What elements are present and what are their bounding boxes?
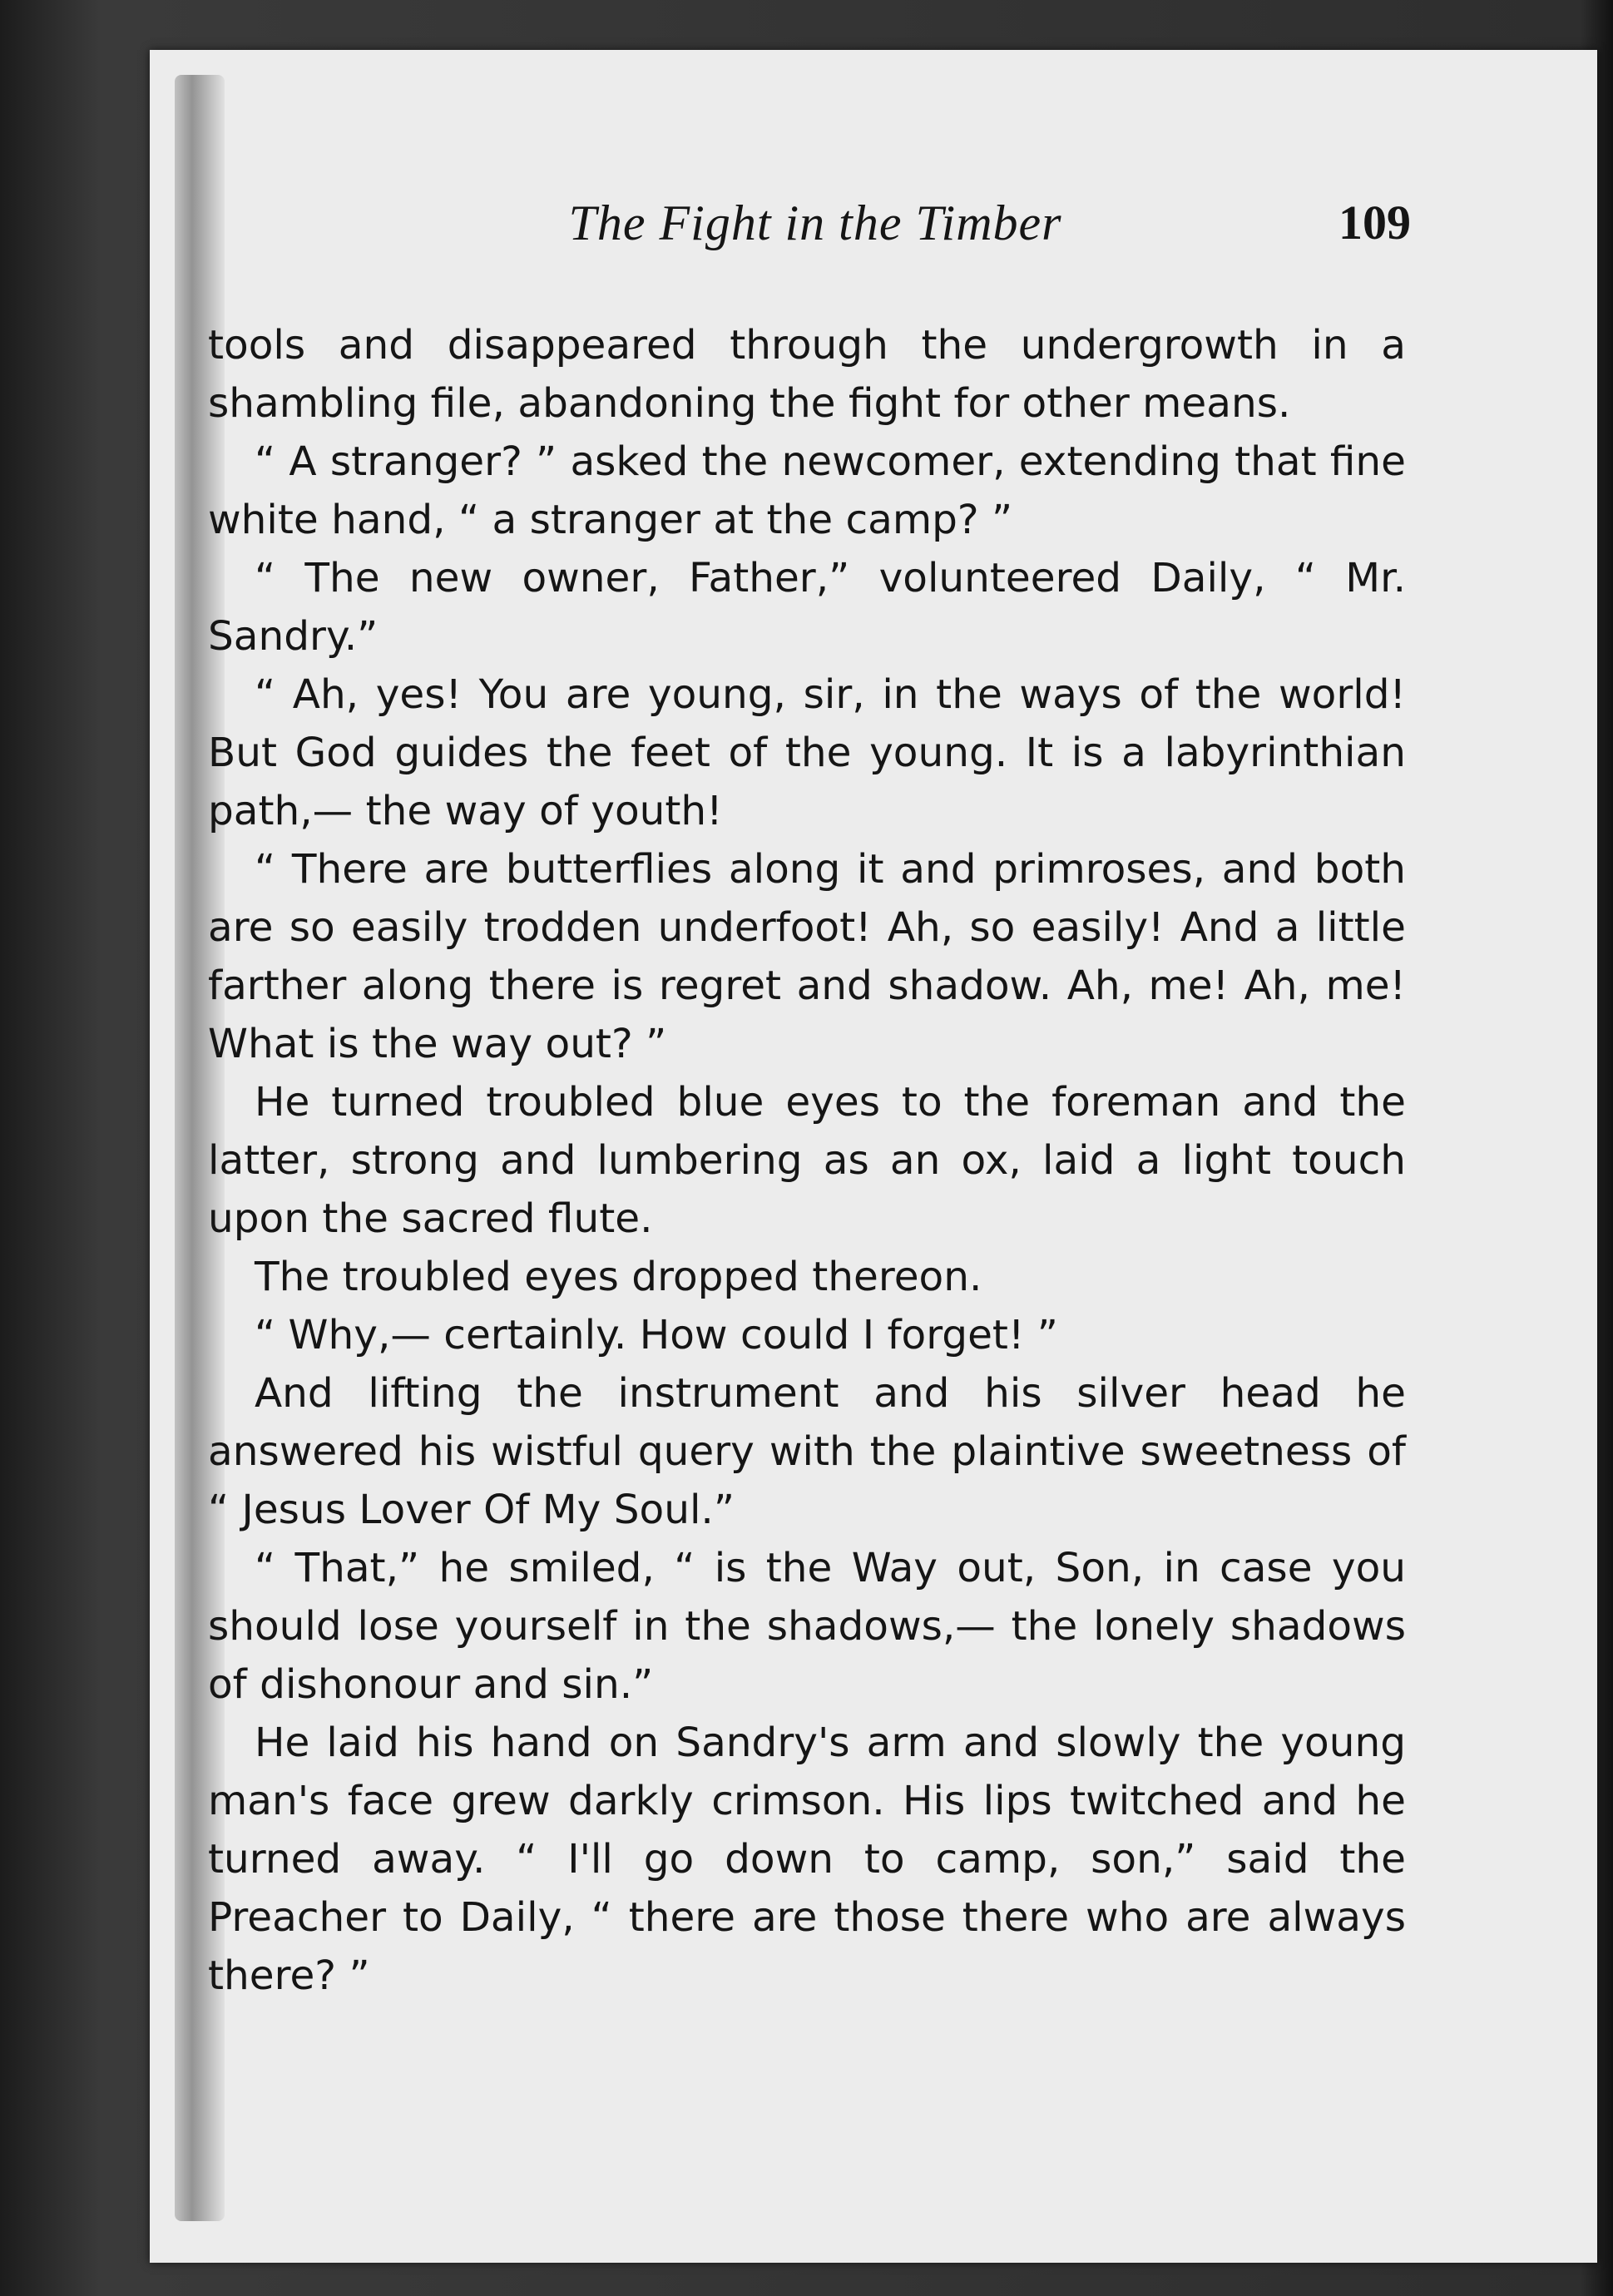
paragraph: “ That,” he smiled, “ is the Way out, Son, in case you should lose yourself in the shadows,— the lonely shadows of dishonour and sin.” (208, 1545, 1406, 1708)
paragraph: He laid his hand on Sandry's arm and slowly the young man's face grew darkly crimson. His lips twitched and he turned away. “ I'll go down to camp, son,” said the Preacher to Daily, “ there are those there who are always there? ” (208, 1720, 1406, 1999)
paragraph: tools and disappeared through the undergrowth in a shambling file, abandoning the fight for other means. (208, 322, 1406, 427)
paragraph: “ Ah, yes! You are young, sir, in the ways of the world! But God guides the feet of the young. It is a labyrinthian path,— the way of youth! (208, 671, 1406, 834)
paragraph: “ A stranger? ” asked the newcomer, extending that fine white hand, “ a stranger at the camp? ” (208, 438, 1406, 543)
paragraph: He turned troubled blue eyes to the foreman and the latter, strong and lumbering as an ox, laid a light touch upon the sacred flute. (208, 1079, 1406, 1242)
page-number: 109 (1338, 195, 1411, 250)
page-header (441, 190, 1411, 281)
paragraph: “ The new owner, Father,” volunteered Daily, “ Mr. Sandry.” (208, 555, 1406, 660)
paragraph: “ There are butterflies along it and primroses, and both are so easily trodden underfoot! Ah, so easily! And a little farther along there is regret and shadow. Ah, me! Ah, me! What is the way out? ” (208, 846, 1406, 1067)
body-text (208, 316, 1406, 2005)
paragraph: The troubled eyes dropped thereon. (255, 1254, 982, 1300)
paragraph: “ Why,— certainly. How could I forget! ” (255, 1312, 1058, 1358)
running-title: The Fight in the Timber (568, 195, 1062, 250)
paragraph: And lifting the instrument and his silver head he answered his wistful query with the plaintive sweetness of “ Jesus Lover Of My Soul.” (208, 1370, 1406, 1533)
